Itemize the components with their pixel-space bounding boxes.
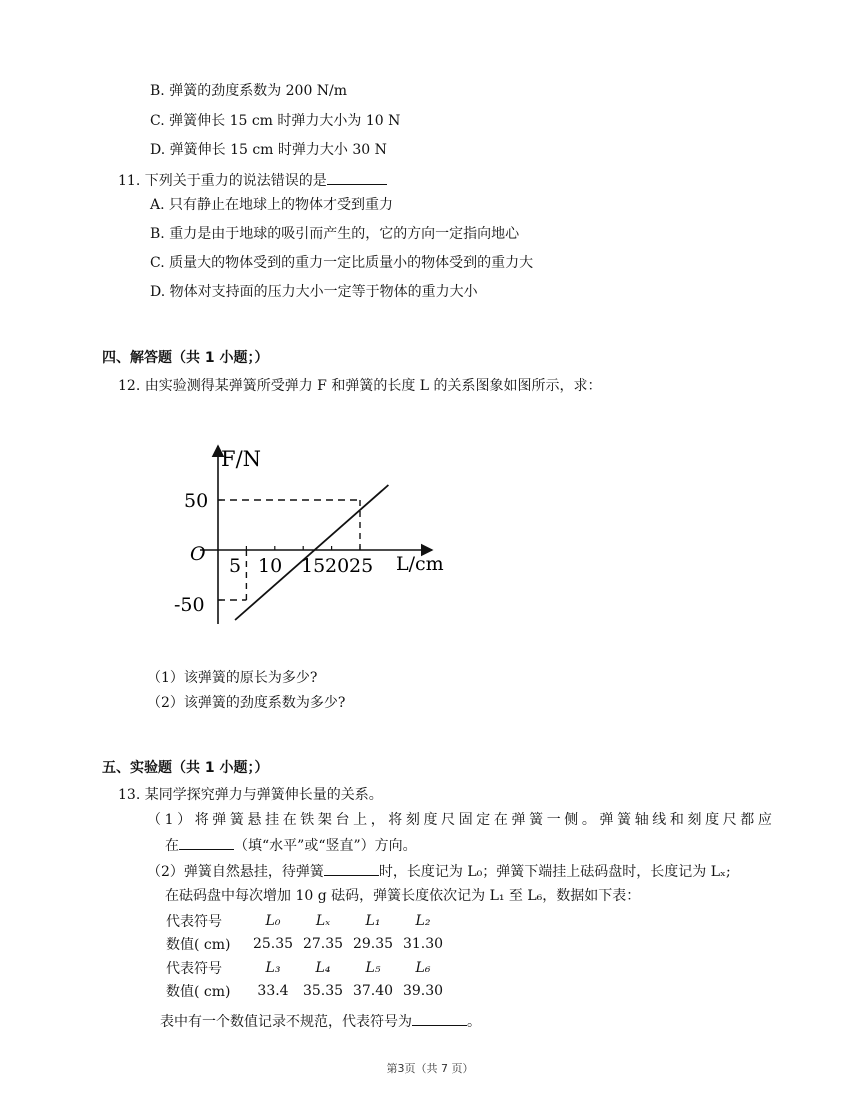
section5-heading: 五、实验题（共 1 小题；） (102, 760, 269, 776)
answer-blank (412, 1011, 467, 1026)
q10-option-d: D. 弹簧伸长 15 cm 时弹力大小 30 N (150, 142, 387, 158)
q13-part2-line2: 在砝码盘中每次增加 10 g 砝码，弹簧长度依次记为 L₁ 至 L₆，数据如下表： (165, 888, 641, 904)
q13-part2-line1 (147, 861, 731, 882)
q13-part1-suffix: （填“水平”或“竖直”）方向。 (234, 838, 417, 854)
table-row (160, 980, 448, 1004)
table-row (160, 933, 448, 957)
data-table (160, 909, 448, 1003)
answer-blank (324, 861, 379, 876)
x-tick-label-20: 20 (325, 555, 350, 577)
table-cell: 37.40 (352, 983, 394, 1000)
table-cell: 31.30 (402, 936, 444, 953)
table-cell: L₂ (415, 912, 431, 929)
table-cell: Lₓ (315, 912, 331, 929)
table-cell: L₀ (265, 912, 281, 929)
q13-part1-prefix: 在 (165, 838, 179, 854)
section4-heading: 四、解答题（共 1 小题；） (102, 350, 269, 366)
q13-part2-text-a: （2）弹簧自然悬挂，待弹簧 (147, 864, 324, 880)
force-length-graph (170, 440, 470, 640)
table-row (160, 956, 448, 980)
origin-label: O (190, 543, 206, 565)
table-cell: L₅ (365, 959, 381, 976)
y-tick-label-neg50: -50 (174, 594, 205, 616)
q11-option-d: D. 物体对支持面的压力大小一定等于物体的重力大小 (150, 284, 478, 300)
table-cell: L₆ (415, 959, 431, 976)
q13-part3-text: 表中有一个数值记录不规范，代表符号为 (160, 1014, 412, 1030)
table-cell: L₁ (365, 912, 381, 929)
y-tick-label-50: 50 (184, 490, 209, 512)
q13-stem: 13. 某同学探究弹力与弹簧伸长量的关系。 (118, 787, 383, 803)
q10-option-b: B. 弹簧的劲度系数为 200 N/m (150, 83, 348, 99)
q11-option-a: A. 只有静止在地球上的物体才受到重力 (150, 197, 394, 213)
x-tick-label-25: 25 (349, 555, 374, 577)
table-cell: 代表符号 (166, 960, 222, 977)
q13-part1-line1: （1）将弹簧悬挂在铁架台上，将刻度尺固定在弹簧一侧。弹簧轴线和刻度尺都应 (147, 812, 776, 828)
table-cell: 代表符号 (166, 913, 222, 930)
q12-stem: 12. 由实验测得某弹簧所受弹力 F 和弹簧的长度 L 的关系图象如图所示，求： (118, 378, 602, 394)
q11-option-b: B. 重力是由于地球的吸引而产生的，它的方向一定指向地心 (150, 226, 520, 242)
table-cell: 39.30 (402, 983, 444, 1000)
page-footer: 第3页（共 7 页） (386, 1062, 474, 1075)
table-cell: 29.35 (352, 936, 394, 953)
q11-stem (118, 170, 387, 191)
table-row (160, 909, 448, 933)
q13-part2-text-b: 时，长度记为 L₀；弹簧下端挂上砝码盘时，长度记为 Lₓ; (378, 864, 731, 880)
x-tick-label-15: 15 (301, 555, 326, 577)
x-tick-label-5: 5 (229, 555, 242, 577)
table-cell: 35.35 (302, 983, 344, 1000)
y-axis-label: F/N (221, 447, 262, 471)
answer-blank (179, 835, 234, 850)
table-cell: 25.35 (252, 936, 294, 953)
x-tick-label-10: 10 (258, 555, 283, 577)
answer-blank (327, 170, 387, 185)
q11-stem-text: 11. 下列关于重力的说法错误的是 (118, 173, 327, 189)
q10-option-c: C. 弹簧伸长 15 cm 时弹力大小为 10 N (150, 113, 401, 129)
q12-sub1: （1）该弹簧的原长为多少? (147, 670, 318, 686)
q13-part3 (160, 1011, 481, 1032)
table-cell: 数值( cm) (166, 937, 231, 954)
table-cell: 33.4 (257, 983, 289, 1000)
x-axis-label: L/cm (396, 553, 444, 575)
table-cell: 数值( cm) (166, 984, 231, 1001)
table-cell: 27.35 (302, 936, 344, 953)
table-cell: L₄ (315, 959, 331, 976)
data-series-line (235, 485, 388, 620)
q13-part1-line2 (165, 835, 417, 856)
table-cell: L₃ (265, 959, 281, 976)
q11-option-c: C. 质量大的物体受到的重力一定比质量小的物体受到的重力大 (150, 255, 534, 271)
q13-part3-suffix: 。 (467, 1014, 481, 1030)
q12-sub2: （2）该弹簧的劲度系数为多少? (147, 695, 346, 711)
